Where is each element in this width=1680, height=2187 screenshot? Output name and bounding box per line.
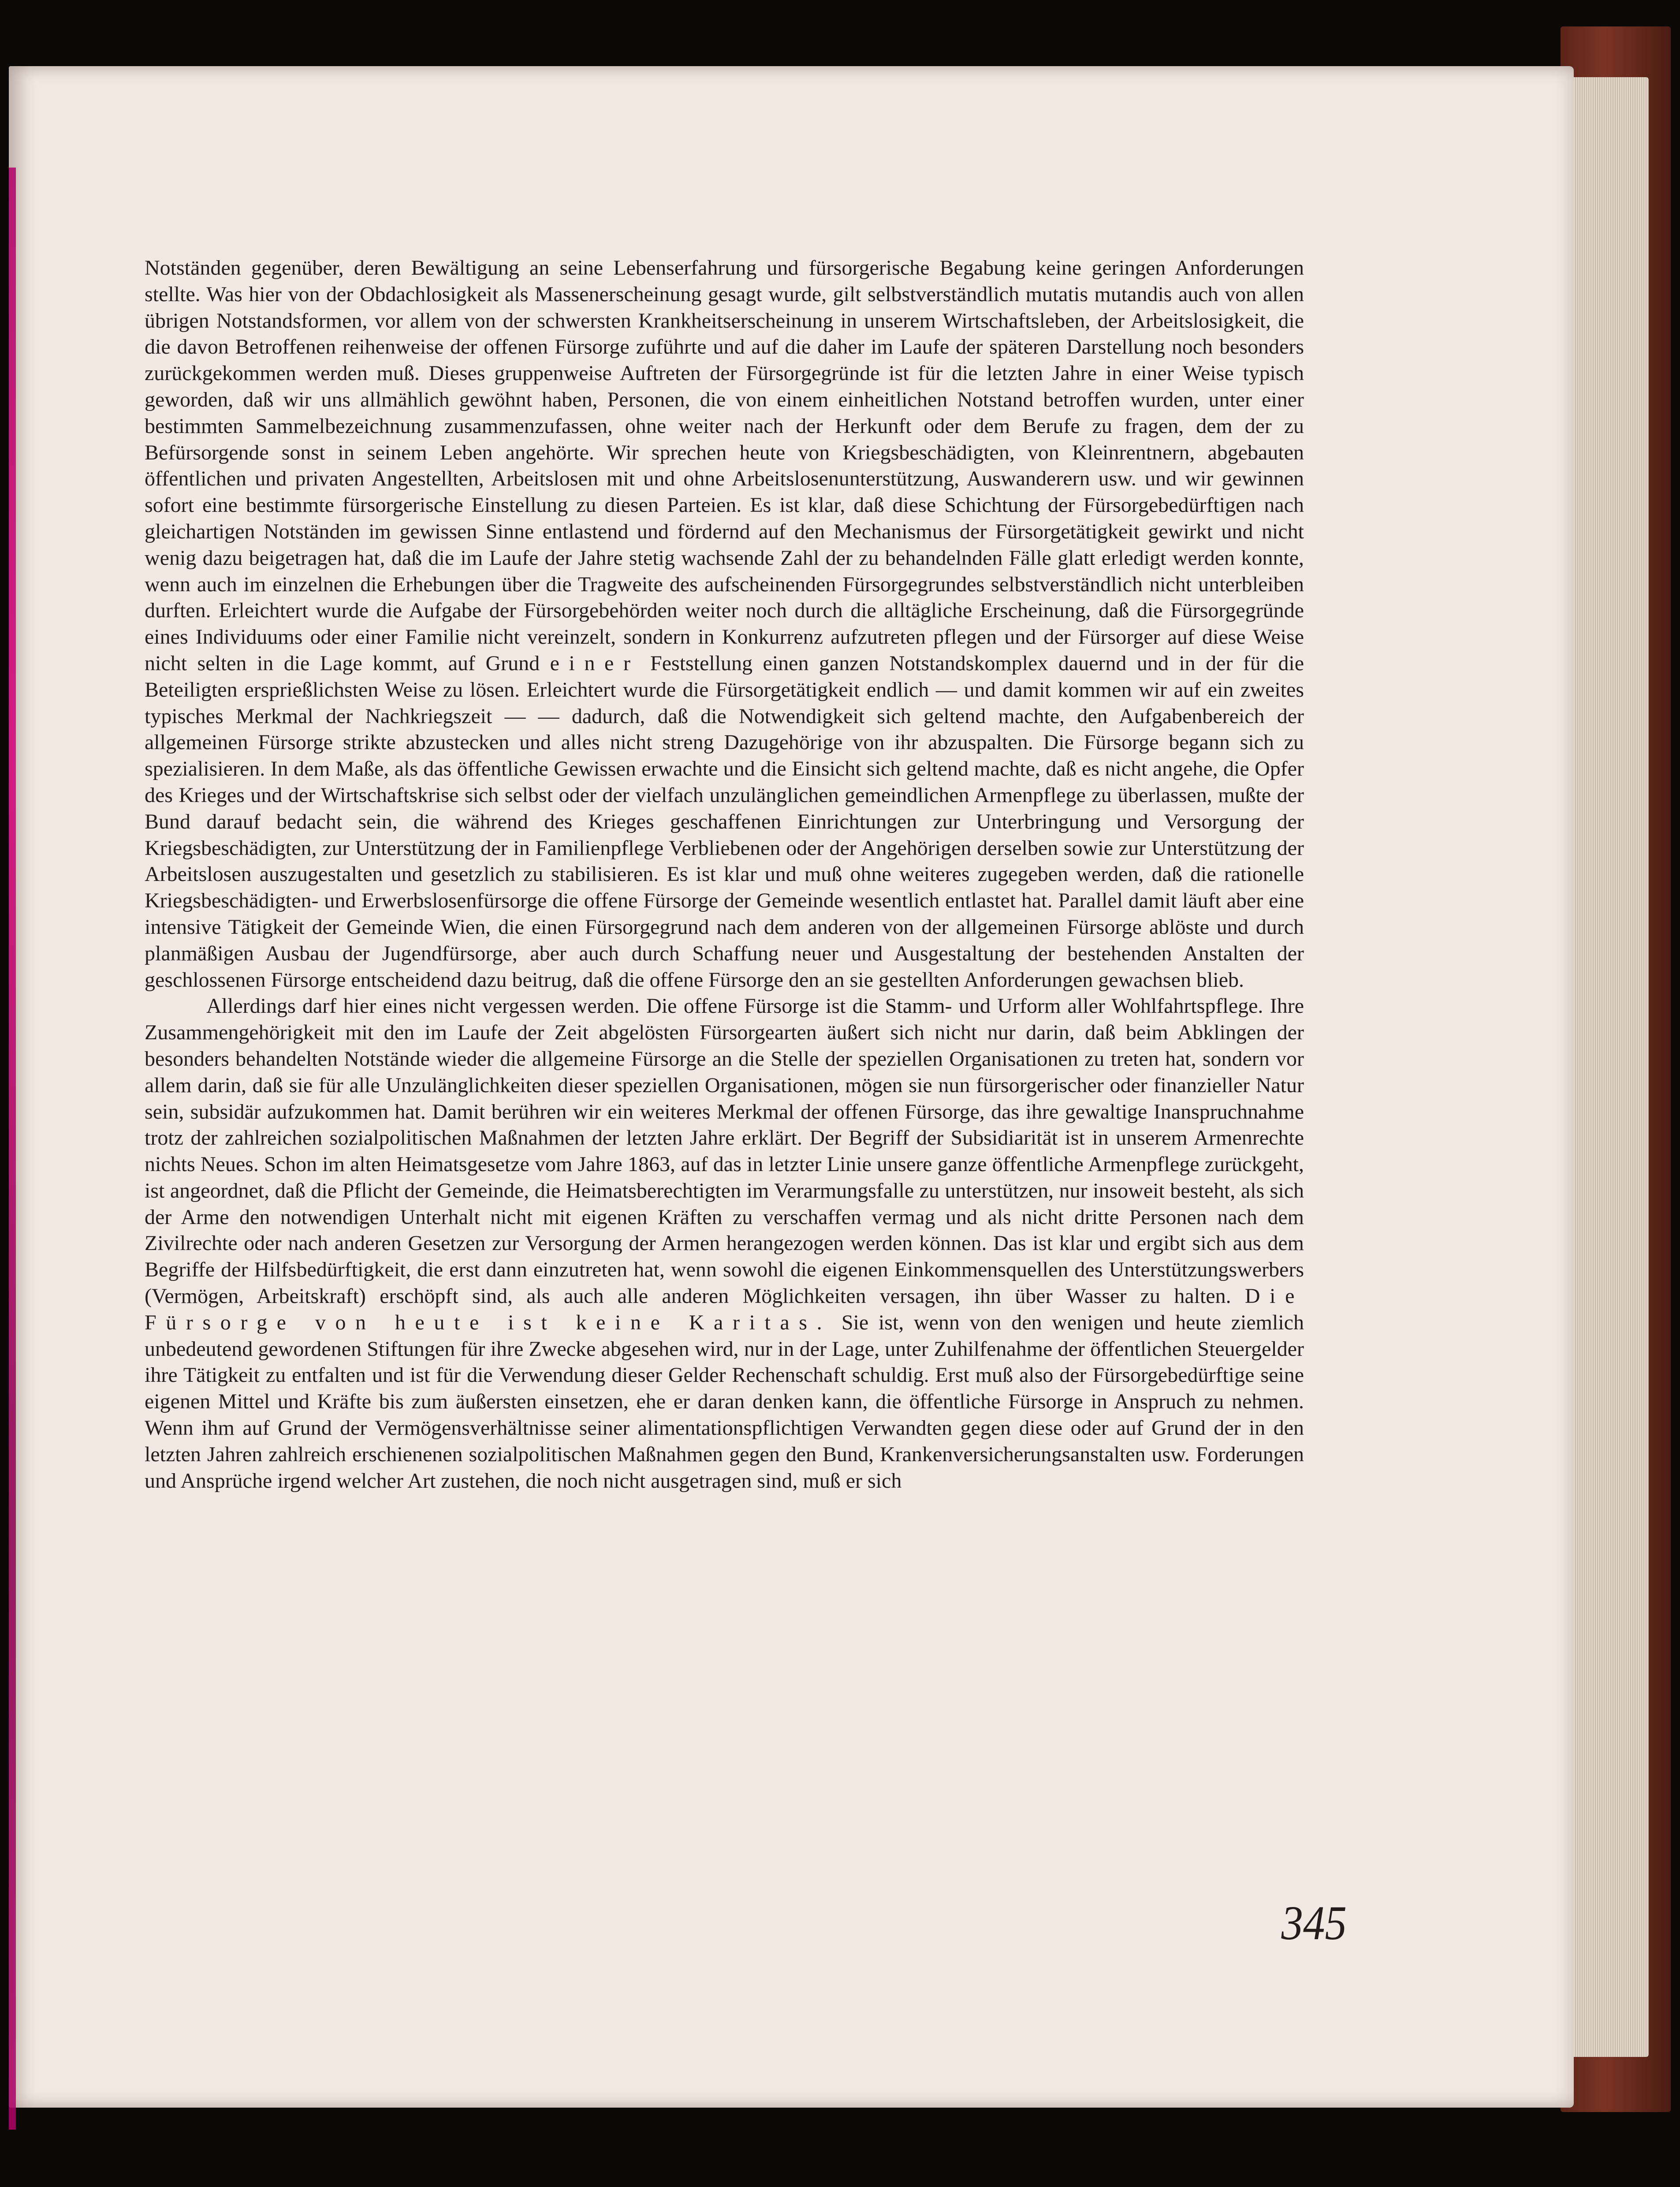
paragraph-2: [145, 993, 1304, 1494]
text-segment: Notständen gegenüber, deren Bewältigung an seine Lebenserfahrung und fürsorgerische Begabung keine geringen Anforderungen stellte. Was hier von der Obdachlosigkeit als Massenerscheinung gesagt wurde, gilt selbstverständlich mutatis mutandis auch von allen übrigen Notstandsformen, vor allem von der schwersten Krankheitserscheinung in unserem Wirtschaftsleben, der Arbeitslosigkeit, die die davon Betroffenen reihenweise der offenen Fürsorge zuführte und auf die daher im Laufe der späteren Darstellung noch besonders zurückgekommen werden muß. Dieses gruppenweise Auftreten der Fürsorgegründe ist für die letzten Jahre in einer Weise typisch geworden, daß wir uns allmählich gewöhnt haben, Personen, die von einem einheitlichen Notstand betroffen wurden, unter einer bestimmten Sammelbezeichnung zusammenzufassen, ohne weiter nach der Herkunft oder dem Berufe zu fragen, dem der zu Befürsorgende sonst in seinem Leben angehörte. Wir sprechen heute von Kriegsbeschädigten, von Kleinrentnern, abgebauten öffentlichen und privaten Angestellten, Arbeitslosen mit und ohne Arbeitslosenunterstützung, Auswanderern usw. und wir gewinnen sofort eine bestimmte fürsorgerische Einstellung zu diesen Parteien. Es ist klar, daß diese Schichtung der Fürsorgebedürftigen nach gleichartigen Notständen im gewissen Sinne entlastend und fördernd auf den Mechanismus der Fürsorgetätigkeit gewirkt und nicht wenig dazu beigetragen hat, daß die im Laufe der Jahre stetig wachsende Zahl der zu behandelnden Fälle glatt erledigt werden konnte, wenn auch im einzelnen die Erhebungen über die Tragweite des aufscheinenden Fürsorgegrundes selbstverständlich nicht unterbleiben durften. Erleichtert wurde die Aufgabe der Fürsorgebehörden weiter noch durch die alltägliche Erscheinung, daß die Fürsorgegründe eines Individuums oder einer Familie nicht vereinzelt, sondern in Konkurrenz aufzutreten pflegen und der Fürsorger auf diese Weise nicht selten in die Lage kommt, auf Grund: [145, 256, 1304, 675]
text-segment: Feststellung einen ganzen Notstandskomplex dauernd und in der für die Beteiligten ersprießlichsten Weise zu lösen. Erleichtert wurde die Fürsorgetätigkeit endlich — und damit kommen wir auf ein zweites typisches Merkmal der Nachkriegszeit — — dadurch, daß die Notwendigkeit sich geltend machte, den Aufgabenbereich der allgemeinen Fürsorge strikte abzustecken und alles nicht streng Dazugehörige von ihr abzuspalten. Die Fürsorge begann sich zu spezialisieren. In dem Maße, als das öffentliche Gewissen erwachte und die Einsicht sich geltend machte, daß es nicht angehe, die Opfer des Krieges und der Wirtschaftskrise sich selbst oder der vielfach unzulänglichen gemeindlichen Armenpflege zu überlassen, mußte der Bund darauf bedacht sein, die während des Krieges geschaffenen Einrichtungen zur Unterbringung und Versorgung der Kriegsbeschädigten, zur Unterstützung der in Familienpflege Verbliebenen oder der Angehörigen derselben sowie zur Unterstützung der Arbeitslosen auszugestalten und gesetzlich zu stabilisieren. Es ist klar und muß ohne weiteres zugegeben werden, daß die rationelle Kriegsbeschädigten- und Erwerbslosenfürsorge die offene Fürsorge der Gemeinde wesentlich entlastet hat. Parallel damit läuft aber eine intensive Tätigkeit der Gemeinde Wien, die einen Fürsorgegrund nach dem anderen von der allgemeinen Fürsorge ablöste und durch planmäßigen Ausbau der Jugendfürsorge, aber auch durch Schaffung neuer und Ausgestaltung der bestehenden Anstalten der geschlossenen Fürsorge entscheidend dazu beitrug, daß die offene Fürsorge den an sie gestellten Anforderungen gewachsen blieb.: [145, 651, 1304, 992]
text-segment: Allerdings darf hier eines nicht vergessen werden. Die offene Fürsorge ist die Stamm- und Urform aller Wohlfahrtspflege. Ihre Zusammengehörigkeit mit den im Laufe der Zeit abgelösten Fürsorgearten äußert sich nicht nur darin, daß beim Abklingen der besonders behandelten Notstände wieder die allgemeine Fürsorge an die Stelle der speziellen Organisationen zu treten hat, sondern vor allem darin, daß sie für alle Unzulänglichkeiten dieser speziellen Organisationen, mögen sie nun fürsorgerischer oder finanzieller Natur sein, subsidär aufzukommen hat. Damit berühren wir ein weiteres Merkmal der offenen Fürsorge, das ihre gewaltige Inanspruchnahme trotz der zahlreichen sozialpolitischen Maßnahmen der letzten Jahre erklärt. Der Begriff der Subsidiarität ist in unserem Armenrechte nichts Neues. Schon im alten Heimatsgesetze vom Jahre 1863, auf das in letzter Linie unsere ganze öffentliche Armenpflege zurückgeht, ist angeordnet, daß die Pflicht der Gemeinde, die Heimatsberechtigten im Verarmungsfalle zu unterstützen, nur insoweit besteht, als sich der Arme den notwendigen Unterhalt nicht mit eigenen Kräften zu verschaffen vermag und als nicht dritte Personen nach dem Zivilrechte oder nach anderen Gesetzen zur Versorgung der Armen herangezogen werden können. Das ist klar und ergibt sich aus dem Begriffe der Hilfsbedürftigkeit, die erst dann einzutreten hat, wenn sowohl die eigenen Einkommensquellen des Unterstützungswerbers (Vermögen, Arbeitskraft) erschöpft sind, als auch alle anderen Möglichkeiten versagen, ihn über Wasser zu halten.: [145, 994, 1304, 1308]
page-number: 345: [1281, 1896, 1347, 1950]
body-text: [145, 255, 1304, 1494]
binding-strip: [9, 168, 16, 2130]
spaced-emphasis: Die Fürsorge von heute ist keine Karitas.: [145, 1284, 1304, 1334]
page-block-edges: [1569, 77, 1649, 2057]
spaced-emphasis: einer: [550, 651, 640, 675]
paragraph-1: [145, 255, 1304, 993]
text-segment: Sie ist, wenn von den wenigen und heute ziemlich unbedeutend gewordenen Stiftungen für ihre Zwecke abgesehen wird, nur in der Lage, unter Zuhilfenahme der öffentlichen Steuergelder ihre Tätigkeit zu entfalten und ist für die Verwendung dieser Gelder Rechenschaft schuldig. Erst muß also der Fürsorgebedürftige seine eigenen Mittel und Kräfte bis zum äußersten einsetzen, ehe er daran denken kann, die öffentliche Fürsorge in Anspruch zu nehmen. Wenn ihm auf Grund der Vermögensverhältnisse seiner alimentationspflichtigen Verwandten gegen diese oder auf Grund der in den letzten Jahren zahlreich erschienenen sozialpolitischen Maßnahmen gegen den Bund, Krankenversicherungsanstalten usw. Forderungen und Ansprüche irgend welcher Art zustehen, die noch nicht ausgetragen sind, muß er sich: [145, 1310, 1304, 1493]
